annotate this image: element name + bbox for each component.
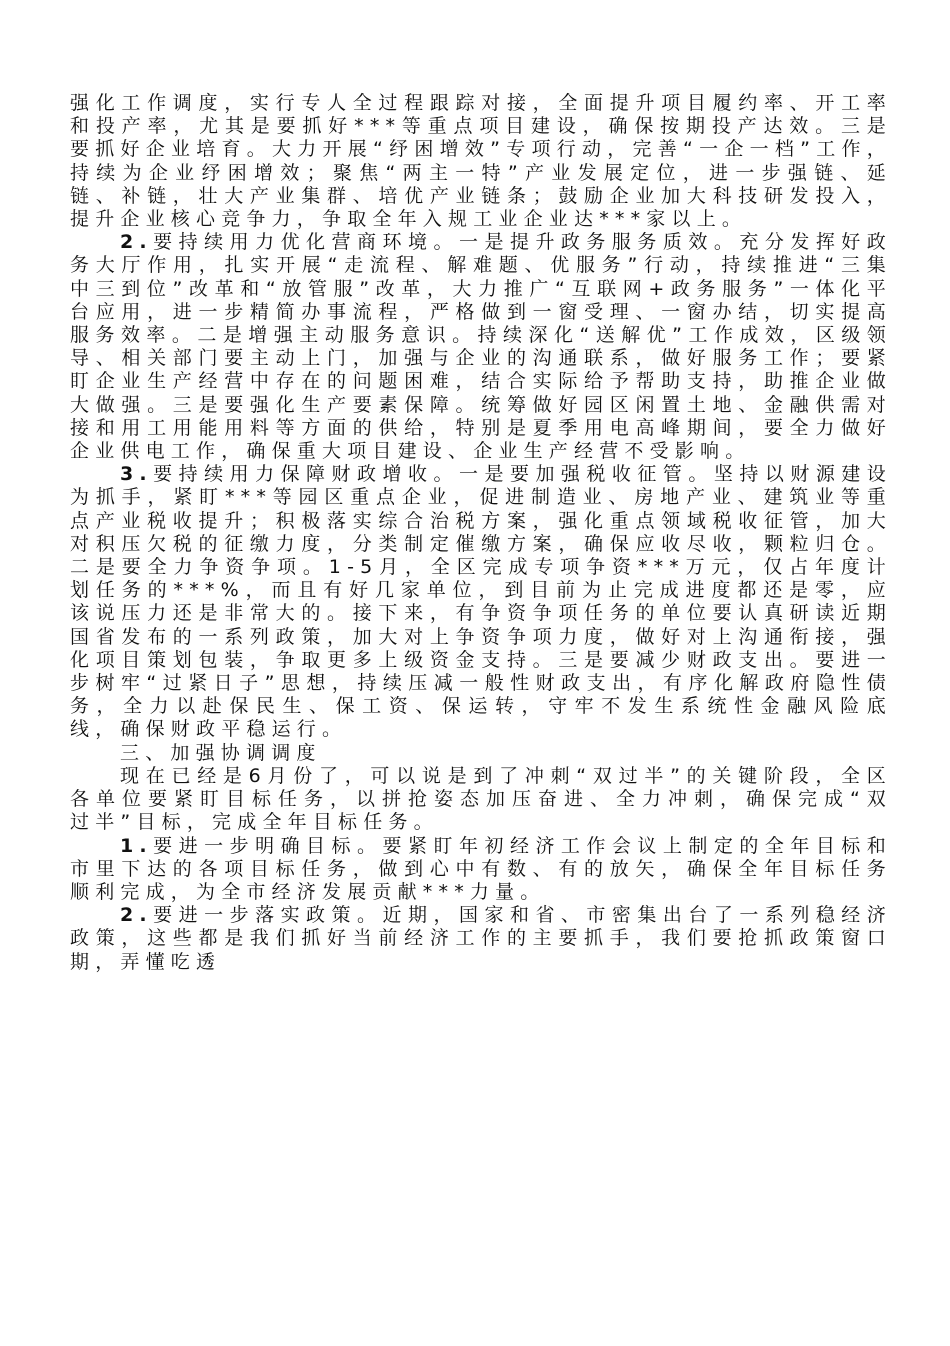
paragraph-number: 2. xyxy=(120,904,153,927)
paragraph-business-environment xyxy=(70,231,892,463)
paragraph-text: 现在已经是6月份了，可以说是到了冲刺“双过半”的关键阶段，全区各单位要紧盯目标任务，以拼抢姿态加压奋进、全力冲刺，确保完成“双过半”目标，完成全年目标任务。 xyxy=(70,764,892,834)
document-page xyxy=(70,92,892,974)
paragraph-implement-policies xyxy=(70,904,892,974)
paragraph-number: 1. xyxy=(120,834,153,857)
paragraph-text: 要持续用力优化营商环境。一是提升政务服务质效。充分发挥好政务大厅作用，扎实开展“走流程、解难题、优服务”行动，持续推进“三集中三到位”改革和“放管服”改革，大力推广“互联网+政务服务”一体化平台应用，进一步精简办事流程，严格做到一窗受理、一窗办结，切实提高服务效率。二是增强主动服务意识。持续深化“送解优”工作成效，区级领导、相关部门要主动上门，加强与企业的沟通联系，做好服务工作；要紧盯企业生产经营中存在的问题困难，结合实际给予帮助支持，助推企业做大做强。三是要强化生产要素保障。统筹做好园区闲置土地、金融供需对接和用工用能用料等方面的供给，特别是夏季用电高峰期间，要全力做好企业供电工作，确保重大项目建设、企业生产经营不受影响。 xyxy=(70,231,892,463)
paragraph-clarify-targets xyxy=(70,835,892,905)
paragraph-text: 要持续用力保障财政增收。一是要加强税收征管。坚持以财源建设为抓手，紧盯***等园区重点企业，促进制造业、房地产业、建筑业等重点产业税收提升；积极落实综合治税方案，强化重点领域税收征管，加大对积压欠税的征缴力度，分类制定催缴方案，确保应收尽收，颗粒归仓。二是要全力争资争项。1-5月，全区完成专项争资***万元，仅占年度计划任务的***%，而且有好几家单位，到目前为止完成进度都还是零，应该说压力还是非常大的。接下来，有争资争项任务的单位要认真研读近期国省发布的一系列政策，加大对上争资争项力度，做好对上沟通衔接，强化项目策划包装，争取更多上级资金支持。三是要减少财政支出。要进一步树牢“过紧日子”思想，持续压减一般性财政支出，有序化解政府隐性债务，全力以赴保民生、保工资、保运转，守牢不发生系统性金融风险底线，确保财政平稳运行。 xyxy=(70,463,892,741)
paragraph-project-scheduling xyxy=(70,92,892,231)
section-heading xyxy=(70,742,892,765)
paragraph-text: 要进一步落实政策。近期，国家和省、市密集出台了一系列稳经济政策，这些都是我们抓好当前经济工作的主要抓手，我们要抢抓政策窗口期，弄懂吃透 xyxy=(70,904,892,973)
section-heading-text: 三、加强协调调度 xyxy=(120,741,322,764)
paragraph-fiscal-revenue xyxy=(70,463,892,741)
paragraph-sprint-goal xyxy=(70,765,892,835)
paragraph-number: 3. xyxy=(120,463,153,486)
paragraph-text: 要进一步明确目标。要紧盯年初经济工作会议上制定的全年目标和市里下达的各项目标任务，做到心中有数、有的放矢，确保全年目标任务顺利完成，为全市经济发展贡献***力量。 xyxy=(70,834,892,903)
paragraph-text: 强化工作调度，实行专人全过程跟踪对接，全面提升项目履约率、开工率和投产率，尤其是要抓好***等重点项目建设，确保按期投产达效。三是要抓好企业培育。大力开展“纾困增效”专项行动，完善“一企一档”工作，持续为企业纾困增效；聚焦“两主一特”产业发展定位，进一步强链、延链、补链，壮大产业集群、培优产业链条；鼓励企业加大科技研发投入，提升企业核心竞争力，争取全年入规工业企业达***家以上。 xyxy=(70,92,892,231)
paragraph-number: 2. xyxy=(120,231,153,254)
